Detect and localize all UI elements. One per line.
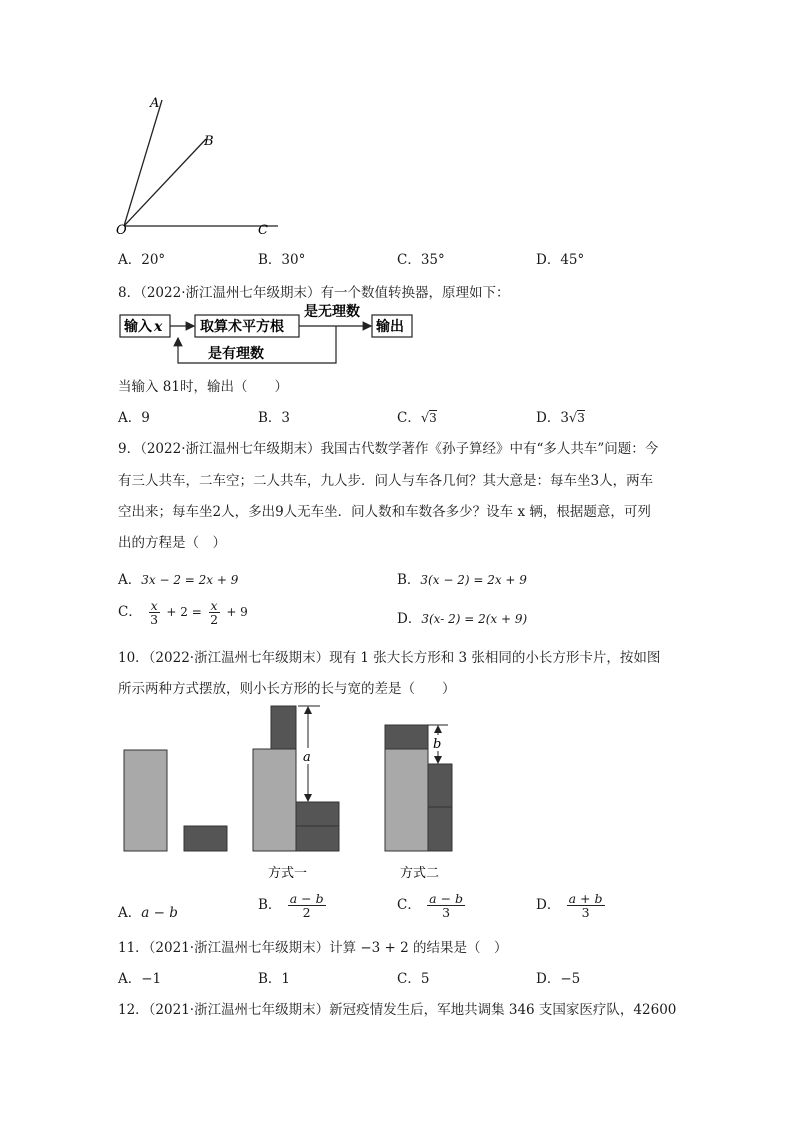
q11-option-d[interactable]: D．−5: [536, 971, 581, 987]
method1-small-upper: [296, 802, 339, 826]
q10-option-d[interactable]: [536, 892, 607, 919]
q9-option-c-mid: + 2 =: [166, 605, 202, 620]
q8-option-c-radicand: 3: [429, 411, 437, 425]
rational-label: 是有理数: [208, 346, 264, 362]
method2-top-small: [385, 725, 428, 749]
q10-option-b[interactable]: [258, 892, 328, 919]
q10-option-c-prefix: C．: [397, 897, 421, 914]
q8-option-d-radicand: 3: [577, 411, 585, 425]
q10-option-c[interactable]: [397, 892, 467, 919]
q7-option-d[interactable]: D．45°: [536, 252, 585, 268]
q9-option-c[interactable]: [118, 599, 248, 626]
label-c: C: [258, 223, 268, 238]
q9-option-c-prefix: C．: [118, 604, 142, 621]
q10-option-d-prefix: D．: [536, 897, 561, 914]
q7-option-a[interactable]: A．20°: [118, 252, 166, 268]
q9-option-b-expr: 3(x − 2) = 2x + 9: [420, 573, 527, 587]
q12-line-1: 12．（2021·浙江温州七年级期末）新冠疫情发生后，军地共调集 346 支国家医疗队，42600: [118, 1002, 677, 1018]
q9-option-a-prefix: A．: [118, 572, 142, 588]
q7-option-b[interactable]: B．30°: [258, 252, 306, 268]
caption-method-2: 方式二: [400, 866, 440, 881]
q9-option-d-expr: 3(x- 2) = 2(x + 9): [421, 612, 528, 626]
q8-option-d[interactable]: [536, 406, 585, 426]
q9-line-1: 9．（2022·浙江温州七年级期末）我国古代数学著作《孙子算经》中有“多人共车”问题：今: [118, 441, 659, 457]
q11-option-c[interactable]: C．5: [397, 971, 430, 987]
label-b: b: [433, 737, 442, 752]
q8-option-a[interactable]: A．9: [118, 410, 150, 426]
input-label: 输入 x: [124, 319, 163, 335]
arrowhead-up: [304, 706, 312, 714]
q9-option-b[interactable]: [397, 568, 527, 588]
fraction: $\frac{a - b}{3}$: [429, 891, 464, 921]
label-a: a: [303, 750, 311, 765]
angle-figure: [110, 92, 290, 242]
q11-option-a[interactable]: A．−1: [118, 971, 162, 987]
q9-line-3: 空出来；每车坐2人，多出9人无车坐．问人数和车数各多少？设车 x 辆，根据题意，可列: [118, 504, 651, 520]
small-rectangle: [184, 826, 227, 851]
q8-option-c[interactable]: [397, 406, 437, 426]
q9-option-b-prefix: B．: [397, 572, 421, 588]
q9-line-2: 有三人共车，二车空；二人共车，九人步．问人与车各几何？其大意是：每车坐3人，两车: [118, 473, 654, 489]
fraction: $\frac{a + b}{3}$: [568, 891, 603, 921]
method1-top-small: [271, 706, 296, 749]
fraction: $\frac{x}{2}$: [210, 598, 219, 628]
q9-option-d[interactable]: [397, 607, 527, 627]
q10-option-a-expr: a − b: [141, 905, 178, 921]
q8-option-b[interactable]: B．3: [258, 410, 291, 426]
flow-diagram: [116, 302, 416, 368]
label-b: B: [204, 134, 214, 149]
method2-small-lower: [428, 807, 452, 851]
q10-line-2: 所示两种方式摆放，则小长方形的长与宽的差是（ ）: [118, 681, 456, 697]
q11-option-b[interactable]: B．1: [258, 971, 291, 987]
caption-method-1: 方式一: [268, 866, 308, 881]
rectangle-cards-figure: [118, 700, 468, 890]
sqrt-symbol: √: [568, 411, 578, 426]
sqrt-label: 取算术平方根: [200, 319, 284, 335]
q10-option-b-prefix: B．: [258, 897, 282, 914]
label-o: O: [116, 223, 127, 238]
fraction: $\frac{x}{3}$: [150, 598, 159, 628]
q9-line-4: 出的方程是（ ）: [118, 535, 226, 551]
arrowhead-down: [434, 756, 442, 764]
q10-option-a[interactable]: [118, 901, 178, 921]
arrowhead-down: [304, 794, 312, 802]
q8-stem: 8．（2022·浙江温州七年级期末）有一个数值转换器，原理如下：: [118, 285, 510, 301]
method2-big: [385, 749, 428, 851]
q8-option-c-prefix: C．: [397, 410, 421, 426]
sqrt-symbol: √: [420, 411, 430, 426]
ray-ob: [124, 139, 206, 226]
q8-question: 当输入 81时，输出（ ）: [118, 379, 288, 395]
q8-option-d-prefix: D．3: [536, 410, 569, 426]
q9-option-a[interactable]: [118, 568, 238, 588]
q9-option-a-expr: 3x − 2 = 2x + 9: [141, 573, 239, 587]
output-label: 输出: [376, 319, 404, 335]
q9-option-d-prefix: D．: [397, 611, 422, 627]
ray-oa: [124, 100, 162, 226]
q10-line-1: 10．（2022·浙江温州七年级期末）现有 1 张大长方形和 3 张相同的小长方形卡片，按如图: [118, 650, 661, 666]
label-a: A: [150, 96, 160, 111]
method1-small-lower: [296, 826, 339, 851]
big-rectangle: [124, 750, 167, 851]
method1-big: [253, 749, 296, 851]
arrowhead-up: [434, 725, 442, 733]
q10-option-a-prefix: A．: [118, 905, 142, 921]
q7-option-c[interactable]: C．35°: [397, 252, 445, 268]
q11-stem: 11．（2021·浙江温州七年级期末）计算 −3 + 2 的结果是（ ）: [118, 940, 508, 956]
q9-option-c-end: + 9: [226, 605, 248, 620]
method2-small-upper: [428, 764, 452, 807]
fraction: $\frac{a - b}{2}$: [289, 891, 324, 921]
irrational-label: 是无理数: [304, 304, 360, 320]
